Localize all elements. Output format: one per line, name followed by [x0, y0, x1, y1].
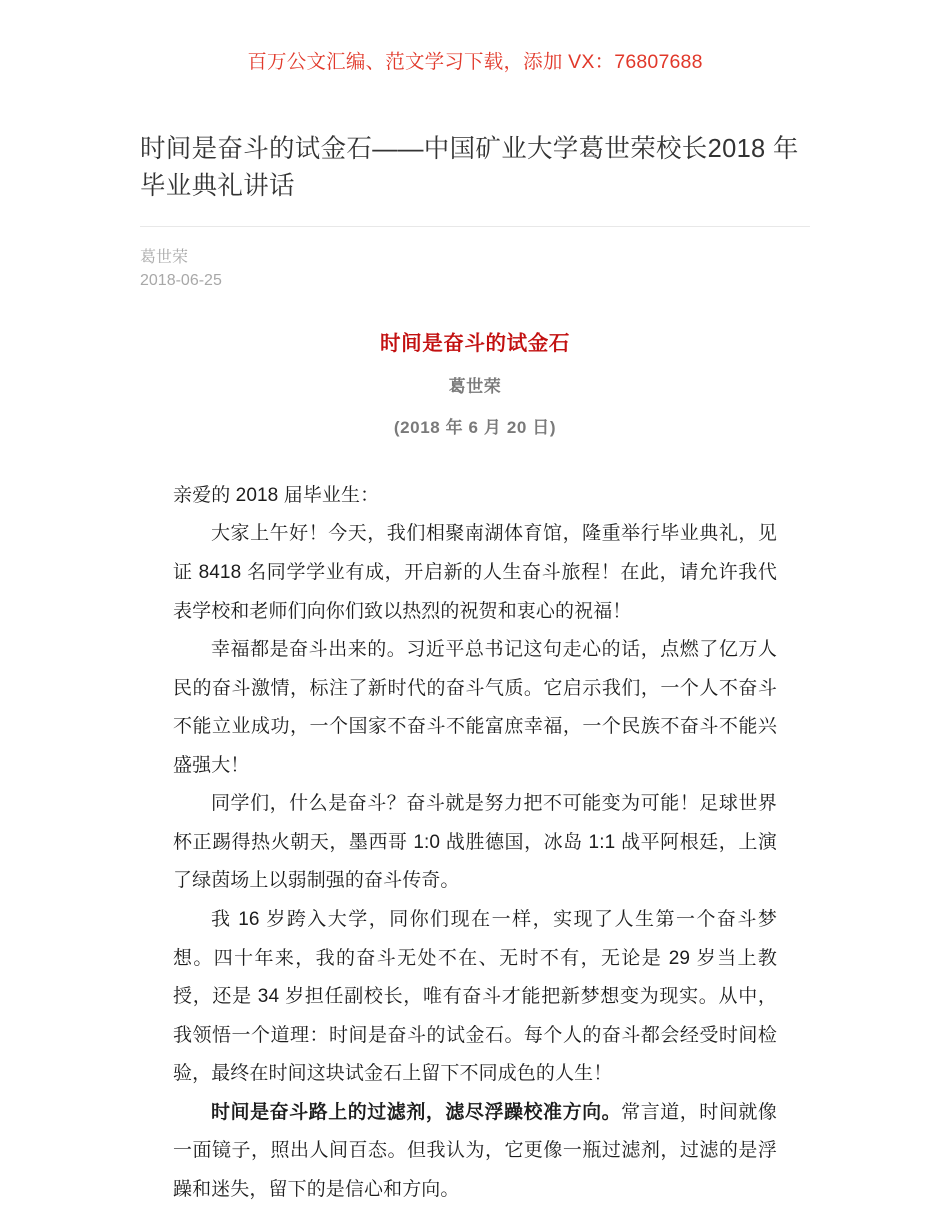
document-paragraph	[173, 785, 777, 901]
promo-banner-text: 百万公文汇编、范文学习下载，添加 VX：76807688	[247, 51, 703, 73]
article-header	[140, 79, 810, 293]
document-body	[173, 293, 777, 1209]
article-author: 葛世荣	[140, 248, 189, 266]
article-meta	[140, 227, 810, 293]
paragraph-text: 同学们，什么是奋斗？奋斗就是努力把不可能变为可能！足球世界杯正踢得热火朝天，墨西哥 1:0 战胜德国，冰岛 1:1 战平阿根廷，上演了绿茵场上以弱制强的奋斗传奇。	[173, 793, 777, 892]
paragraph-bold-lead: 时间是奋斗路上的过滤剂，滤尽浮躁校准方向。	[211, 1101, 622, 1123]
document-paragraph	[173, 1094, 777, 1210]
promo-banner	[0, 0, 950, 79]
paragraph-text: 我 16 岁跨入大学，同你们现在一样，实现了人生第一个奋斗梦想。四十年来，我的奋斗无处不在、无时不有，无论是 29 岁当上教授，还是 34 岁担任副校长，唯有奋斗才能把新梦想变为现实。从中，我领悟一个道理：时间是奋斗的试金石。每个人的奋斗都会经受时间检验，最终在时间这块试金石上留下不同成色的人生！	[173, 909, 777, 1085]
article-date: 2018-06-25	[140, 272, 222, 290]
document-paragraph	[173, 477, 777, 516]
document-paragraph	[173, 901, 777, 1094]
document-date: (2018 年 6 月 20 日)	[393, 418, 557, 438]
document-paragraphs	[173, 441, 777, 1210]
paragraph-text: 大家上午好！今天，我们相聚南湖体育馆，隆重举行毕业典礼，见证 8418 名同学学业有成，开启新的人生奋斗旅程！在此，请允许我代表学校和老师们向你们致以热烈的祝贺和衷心的祝福！	[173, 523, 777, 622]
page-title: 时间是奋斗的试金石——中国矿业大学葛世荣校长2018 年毕业典礼讲话	[140, 135, 799, 200]
paragraph-text: 常言道，时间就像一面镜子，照出人间百态。但我认为，它更像一瓶过滤剂，过滤的是浮躁和迷失，留下的是信心和方向。	[173, 1101, 777, 1200]
document-author: 葛世荣	[448, 376, 502, 396]
document-paragraph	[173, 631, 777, 785]
paragraph-text: 亲爱的 2018 届毕业生：	[173, 484, 380, 506]
document-heading: 时间是奋斗的试金石	[380, 332, 570, 356]
document-paragraph	[173, 515, 777, 631]
paragraph-text: 幸福都是奋斗出来的。习近平总书记这句走心的话，点燃了亿万人民的奋斗激情，标注了新时代的奋斗气质。它启示我们，一个人不奋斗不能立业成功，一个国家不奋斗不能富庶幸福，一个民族不奋斗不能兴盛强大！	[173, 639, 777, 776]
